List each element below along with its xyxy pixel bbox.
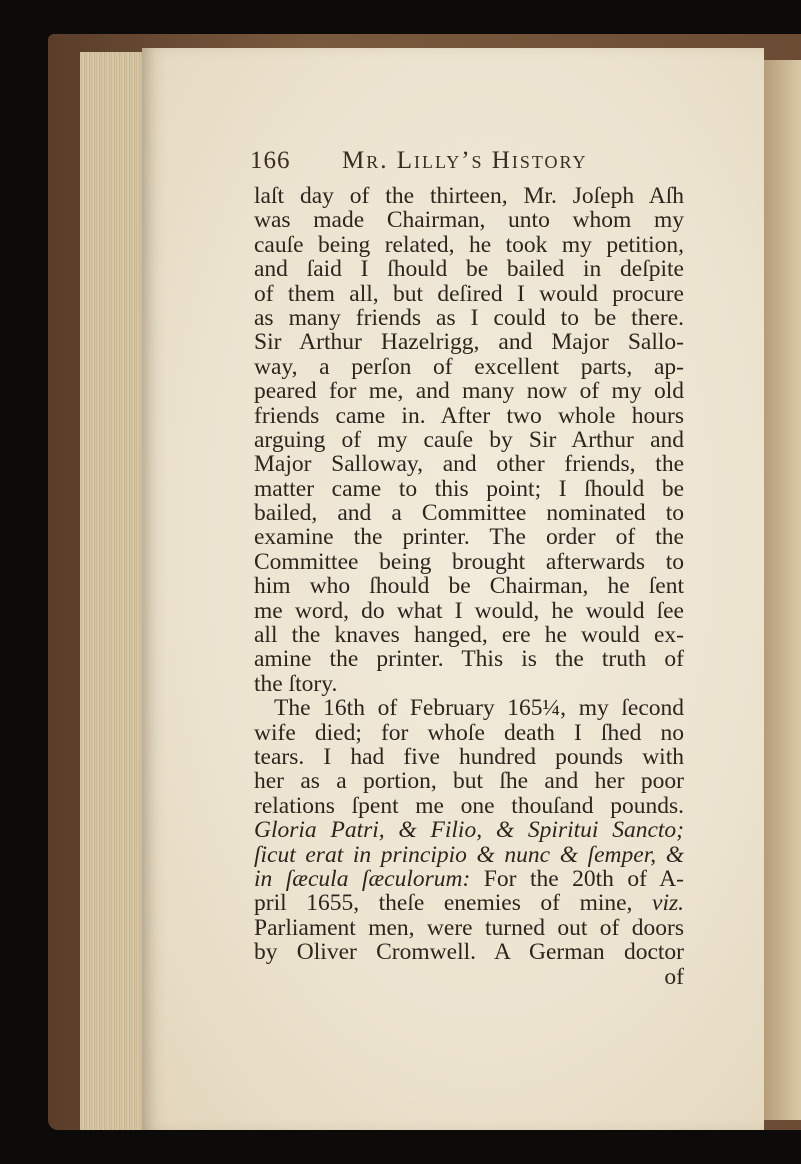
text-line: Major Salloway, and other friends, the xyxy=(254,451,684,478)
text-line: bailed, and a Committee nominated to xyxy=(254,500,684,527)
text-line xyxy=(254,867,684,891)
text-line: way, a perſon of excellent parts, ap- xyxy=(254,353,684,380)
text-line: as many friends as I could to be there. xyxy=(254,304,684,331)
text-line: amine the printer. This is the truth of xyxy=(254,646,684,673)
text-line: Sir Arthur Hazelrigg, and Major Sallo- xyxy=(254,329,684,356)
text-line: arguing of my cauſe by Sir Arthur and xyxy=(254,426,684,453)
text-line: laſt day of the thirteen, Mr. Joſeph Aſh xyxy=(254,183,684,209)
text-line: and ſaid I ſhould be bailed in deſpite xyxy=(254,256,684,283)
text-fragment: pril 1655, theſe enemies of mine, xyxy=(254,890,633,917)
running-head: Mr. Lilly’s History xyxy=(342,147,588,174)
text-line: the ſtory. xyxy=(254,670,338,697)
text-line: all the knaves hanged, ere he would ex- xyxy=(254,622,684,649)
text-fragment: viz. xyxy=(652,890,684,917)
text-line: me word, do what I would, he would ſee xyxy=(254,597,684,624)
text-line: cauſe being related, he took my petition, xyxy=(254,231,684,258)
text-line: was made Chairman, unto whom my xyxy=(254,207,684,234)
text-line: Parliament men, were turned out of doors xyxy=(254,914,684,941)
page-header xyxy=(250,147,600,177)
text-line: Committee being brought afterwards to xyxy=(254,548,684,575)
text-line: matter came to this point; I ſhould be xyxy=(254,475,684,502)
text-line: friends came in. After two whole hours xyxy=(254,402,684,429)
catchword: of xyxy=(664,963,684,990)
text-line: of them all, but deſired I would procure xyxy=(254,280,684,307)
text-line: relations ſpent me one thouſand pounds. xyxy=(254,792,684,819)
page-number: 166 xyxy=(250,147,291,174)
text-line: Gloria Patri, & Filio, & Spiritui Sancto; xyxy=(254,817,684,844)
text-line: ſicut erat in principio & nunc & ſemper, & xyxy=(254,841,684,868)
page-edges xyxy=(80,52,142,1130)
text-line: her as a portion, but ſhe and her poor xyxy=(254,768,684,795)
text-line: peared for me, and many now of my old xyxy=(254,378,684,405)
text-line: The 16th of February 165¼, my ſecond xyxy=(274,695,684,722)
text-line: by Oliver Cromwell. A German doctor xyxy=(254,939,684,966)
text-line: examine the printer. The order of the xyxy=(254,524,684,551)
text-fragment: in ſæcula ſæculorum: xyxy=(254,865,471,892)
text-line: him who ſhould be Chairman, he ſent xyxy=(254,573,684,600)
text-line: tears. I had five hundred pounds with xyxy=(254,743,684,770)
next-page-edge xyxy=(764,60,801,1120)
body-text xyxy=(254,184,684,989)
text-fragment: For the 20th of A- xyxy=(470,865,684,892)
text-line: wife died; for whoſe death I ſhed no xyxy=(254,719,684,746)
text-line xyxy=(254,891,684,915)
